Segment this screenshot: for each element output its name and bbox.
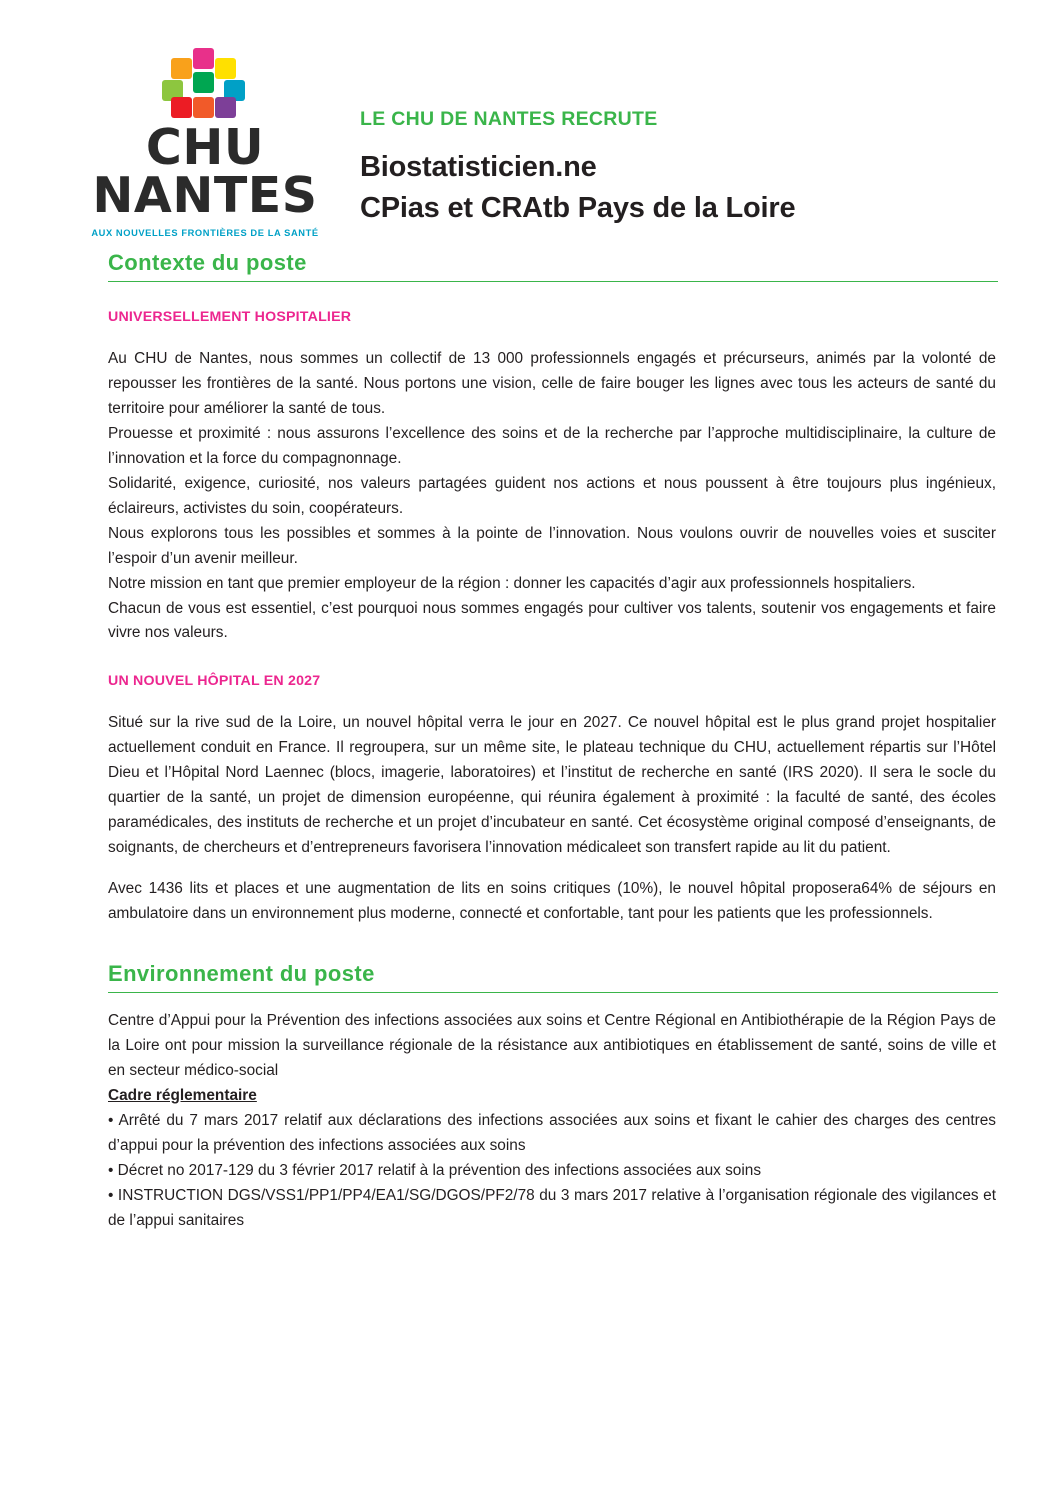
paragraph-contexte-8: Avec 1436 lits et places et une augmentation de lits en soins critiques (10%), le nouvel hôpital proposera64% de séjours en ambulatoire dans un environnement plus moderne, connecté et confortable, tant pour les patients que les professionnels.: [108, 880, 996, 923]
logo-word-nantes: NANTES: [92, 167, 318, 225]
section-rule-environnement: [108, 992, 998, 993]
job-title-line-2: CPias et CRAtb Pays de la Loire: [360, 192, 796, 225]
section-body-contexte: [108, 306, 996, 927]
section-heading-environnement: [80, 961, 998, 990]
paragraph-contexte-7: Situé sur la rive sud de la Loire, un nouvel hôpital verra le jour en 2027. Ce nouvel hôpital est le plus grand projet hospitalier actuellement conduit en France. Il regroupera, sur un même site, le plateau technique du CHU, actuellement répartis sur l’Hôtel Dieu et l’Hôpital Nord Laennec (blocs, imagerie, laboratoires) et l’institut de recherche en santé (IRS 2020). Il sera le socle du quartier de la santé, un projet de dimension européenne, qui réunira également à proximité : la faculté de santé, des écoles paramédicales, des instituts de recherche et un projet d’incubateur en santé. Cet écosystème original composé d’enseignants, de soignants, de chercheurs et d’entrepreneurs favorisera l’innovation médicaleet son transfert rapide au lit du patient.: [108, 714, 996, 857]
subheading-cadre-reglementaire: Cadre réglementaire: [108, 1086, 257, 1104]
paragraph-contexte-5: Notre mission en tant que premier employeur de la région : donner les capacités d’agir aux professionnels hospitaliers.: [108, 574, 916, 592]
list-item: • Décret no 2017-129 du 3 février 2017 relatif à la prévention des infections associées aux soins: [108, 1161, 762, 1179]
paragraph-environnement-1: Centre d’Appui pour la Prévention des infections associées aux soins et Centre Régional en Antibiothérapie de la Région Pays de la Loire ont pour mission la surveillance régionale de la résistance aux antibiotiques en établissement de santé, soins de ville et en secteur médico-social: [108, 1012, 996, 1079]
header-text-block: [330, 30, 795, 229]
paragraph-contexte-1: Au CHU de Nantes, nous sommes un collectif de 13 000 professionnels engagés et précurseurs, animés par la volonté de repousser les frontières de la santé. Nous portons une vision, celle de faire bouger les lignes avec tous les acteurs de santé du territoire pour améliorer la santé de tous.: [108, 350, 996, 417]
section-spacer: [0, 927, 1058, 961]
section-rule-contexte: [108, 281, 998, 282]
list-item: • Arrêté du 7 mars 2017 relatif aux déclarations des infections associées aux soins et fixant le cahier des charges des centres d’appui pour la prévention des infections associées aux soins: [108, 1111, 996, 1154]
logo-dots-icon: [162, 48, 248, 118]
paragraph-spacer: [108, 861, 996, 877]
job-title-line-1: Biostatisticien.ne: [360, 151, 597, 183]
subheading-nouvel-hopital-2027: UN NOUVEL HÔPITAL EN 2027: [108, 673, 321, 690]
recruitment-kicker: LE CHU DE NANTES RECRUTE: [360, 108, 658, 130]
list-item: • INSTRUCTION DGS/VSS1/PP1/PP4/EA1/SG/DGOS/PF2/78 du 3 mars 2017 relative à l’organisation régionale des vigilances et de l’appui sanitaires: [108, 1186, 996, 1229]
paragraph-contexte-3: Solidarité, exigence, curiosité, nos valeurs partagées guident nos actions et nous poussent à être toujours plus ingénieux, éclaireurs, activistes du soin, coopérateurs.: [108, 474, 996, 517]
paragraph-contexte-4: Nous explorons tous les possibles et sommes à la pointe de l’innovation. Nous voulons ouvrir de nouvelles voies et susciter l’espoir d’un avenir meilleur.: [108, 524, 996, 567]
paragraph-contexte-6: Chacun de vous est essentiel, c’est pourquoi nous sommes engagés pour cultiver vos talents, soutenir vos engagements et faire vivre nos valeurs.: [108, 599, 996, 642]
subheading-universellement-hospitalier: UNIVERSELLEMENT HOSPITALIER: [108, 309, 352, 325]
section-body-environnement: [108, 1009, 996, 1234]
document-header: [0, 0, 1058, 250]
section-title-contexte: Contexte du poste: [108, 250, 307, 275]
section-title-environnement: Environnement du poste: [108, 961, 375, 987]
paragraph-contexte-2: Prouesse et proximité : nous assurons l’excellence des soins et de la recherche par l’approche multidisciplinaire, la culture de l’innovation et la force du compagnonnage.: [108, 424, 996, 467]
logo-tagline: AUX NOUVELLES FRONTIÈRES DE LA SANTÉ: [91, 228, 319, 239]
chu-nantes-logo: [80, 30, 330, 238]
logo-word-chu: CHU: [145, 119, 265, 176]
bullet-list-cadre-reglementaire: [108, 1109, 996, 1234]
section-heading-contexte: [80, 250, 998, 279]
